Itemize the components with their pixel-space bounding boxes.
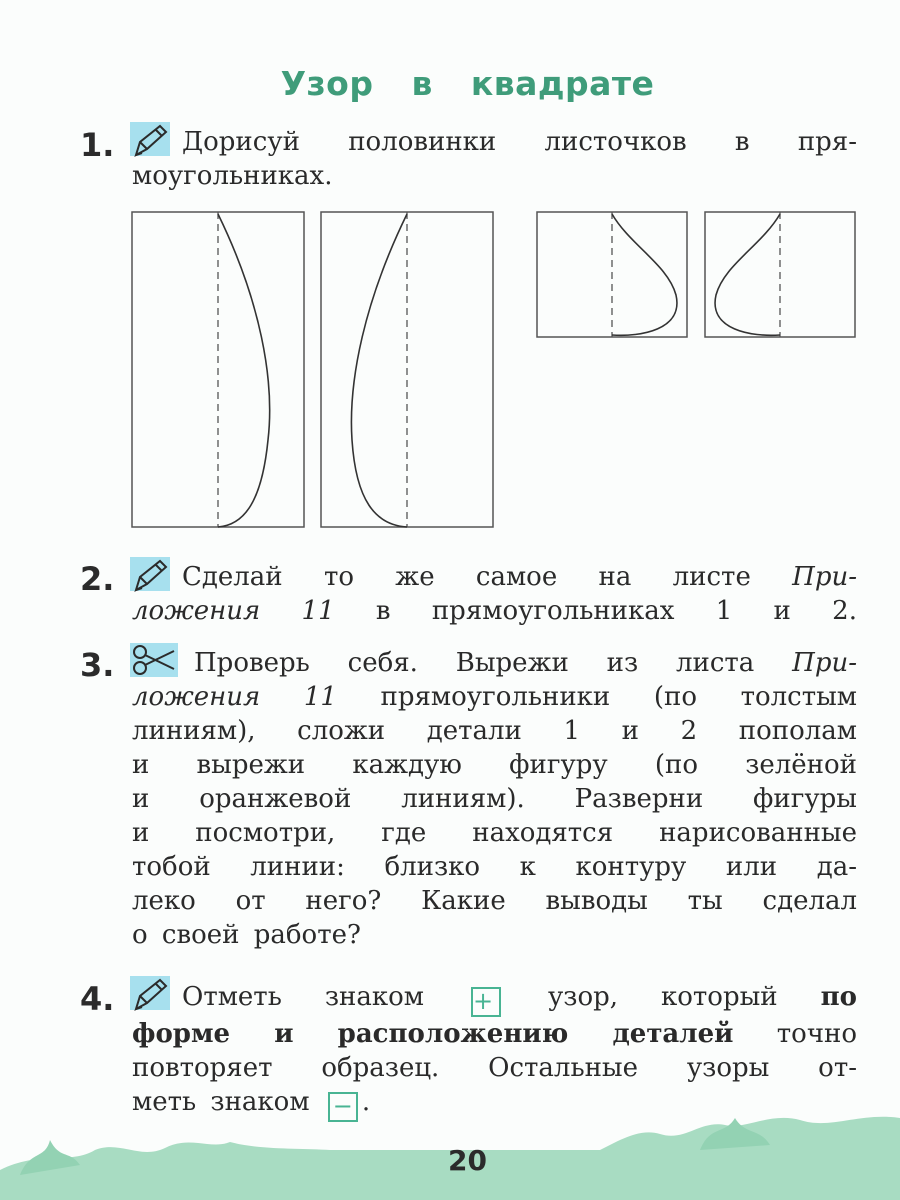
text-line [132,1017,857,1051]
bold-text: форме и расположению деталей [132,1019,734,1049]
appendix-reference: При- [792,648,857,678]
text-span: точно [776,1019,857,1049]
task-number: 2. [80,560,115,598]
task-2-text [132,560,857,628]
appendix-reference: При- [792,562,857,592]
text-span: меть знаком [132,1087,310,1117]
appendix-reference: ложения 11 [132,596,335,626]
text-line: тобой линии: близко к контуру или да- [132,852,857,882]
text-span: Сделай то же самое на листе [182,562,793,592]
text-line [132,980,857,1017]
task-3-text [132,646,857,952]
text-line: Дорисуй половинки листочков в пря- [182,127,857,157]
text-line: и вырежи каждую фигуру (по зелёной [132,750,857,780]
text-line [132,1085,857,1122]
text-line: и оранжевой линиям). Разверни фигуры [132,784,857,814]
text-line [132,646,857,680]
text-span: Проверь себя. Вырежи из листа [194,648,793,678]
half-leaf-outline [715,214,780,335]
text-line: леко от него? Какие выводы ты сделал [132,886,857,916]
plus-sign-box: + [471,987,501,1017]
half-leaf-outline [612,214,677,335]
text-line: повторяет образец. Остальные узоры от- [132,1053,857,1083]
task-number: 1. [80,126,115,164]
text-span: в прямоугольниках 1 и 2. [334,596,857,626]
text-span: узор, который [547,982,778,1012]
text-line: линиям), сложи детали 1 и 2 пополам [132,716,857,746]
text-line [132,680,857,714]
text-span: . [361,1087,371,1117]
text-span: Отметь знаком [182,982,424,1012]
text-span: прямоугольники (по толстым [336,682,857,712]
bold-text: по [820,982,857,1012]
minus-sign-box: − [328,1092,358,1122]
task-4-text [132,980,857,1122]
text-line: о своей работе? [132,920,361,950]
appendix-reference: ложения 11 [132,682,337,712]
text-line: моугольниках. [132,161,333,191]
half-leaf-outline [351,214,407,527]
half-leaf-outline [218,214,270,527]
text-line [132,594,857,628]
task-number: 3. [80,646,115,684]
page-title: Узор в квадрате [280,64,655,103]
text-line: и посмотри, где находятся нарисованные [132,818,857,848]
text-line [132,560,857,594]
page-number: 20 [448,1144,487,1177]
task-number: 4. [80,980,115,1018]
